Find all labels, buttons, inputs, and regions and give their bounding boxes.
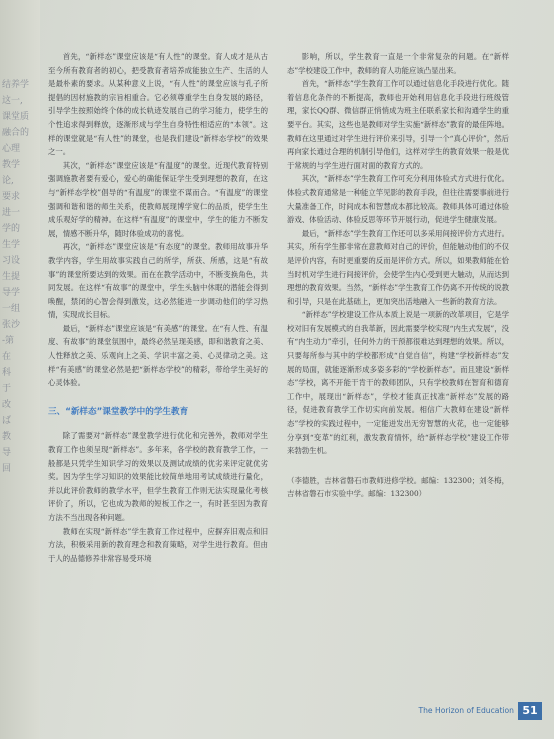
gutter-fragment: 教: [2, 432, 12, 442]
journal-title: The Horizon of Education: [418, 706, 514, 715]
gutter-fragment: 生提: [2, 272, 21, 282]
gutter-fragment: 于: [2, 384, 12, 394]
paragraph: 影响，所以，学生教育一直是一个非常复杂的问题。在“新样态”学校建设工作中，教师的育人功能应该凸显出来。: [287, 52, 509, 75]
gutter-fragment: 融合的: [2, 128, 30, 138]
paragraph: 教师在实现“新样态”学生教育工作过程中，应摒弃旧观点和旧方法，积极采用新的教育理念和教育策略，对学生进行教育。但由于人的品德修养非常容易受环境: [48, 526, 268, 563]
gutter-fragment: ば: [2, 416, 12, 426]
gutter-fragment: 一组: [2, 304, 21, 314]
paragraph: “新样态”学校建设工作从本质上说是一项新的改革项目，它是学校对旧有发展模式的自我革新，因此需要学校实现“内生式发展”，没有“内生动力”牵引，任何外力的干预都很难达到理想的效果。所以，只要每所参与其中的学校都形成“自觉自信”，构建“学校新样态”发展的局面，就能逐渐形成多姿多彩的“学校新样态”。而且建设“新样态”学校，离不开能干肯干的教师团队，只有学校教师在智育和德育工作中，展现出“新样态”，学校才能真正找准“新样态”发展的路径，促进教育教学工作切实向前发展。相信广大教师在建设“新样态”学校的实践过程中，一定能迸发出无穷智慧的火花，也一定能够分享到“变革”的红利，激发教育情怀，给“新样态学校”建设工作带来勃勃生机。: [287, 310, 509, 456]
paragraph: 最后，“新样态”学生教育工作还可以多采用间接评价方式进行。其实，所有学生都非常在意教师对自己的评价，但能触动他们的不仅是评价内容，有时更重要的反而是评价方式。所以，如果教师能在恰当时机对学生进行间接评价，会使学生内心受到更大触动，从而达到理想的教育效果。当然，“新样态”学生教育工作仍离不开传统的说教和引导，只是在此基础上，更加突出活地融入一些新的教育方法。: [287, 228, 509, 306]
paragraph: 再次，“新样态”课堂应该是“有态度”的课堂。教师用故事升华教学内容，学生用故事实践自己的所学，所获、所感，这是“有故事”的课堂所要达到的效果。而在在教学活动中，不断变换角色，共同发展。在这样“有故事”的课堂中，学生头脑中休眠的潜能会得到唤醒，禁闭的心智会得到激发，这必然能进一步调动他们的学习热情，实现成长目标。: [48, 242, 268, 320]
gutter-fragment: 科: [2, 368, 12, 378]
gutter-fragment: 习设: [2, 256, 21, 266]
gutter-fragment: 这一,: [2, 96, 23, 106]
gutter-fragment: 张沙: [2, 320, 21, 330]
paragraph: 除了需要对“新样态”课堂教学进行优化和完善外，教师对学生教育工作也须呈现“新样态”。多年来，各学校的教育教学工作，一般都是只凭学生知识学习的效果以及测试成绩的优劣来评定就优劣奖。因为学生学习知识的效果能比较简单地用考试成绩进行量化，并以此评价教师的教学水平，但学生教育工作则无法实现量化考核评价了，所以，它也成为教师的短板工作之一，有时甚至因为教育方法不当出现各种问题。: [48, 431, 268, 522]
page-number: 51: [518, 702, 542, 720]
gutter-fragment: 进一: [2, 208, 21, 218]
gutter-fragment: 生学: [2, 240, 21, 250]
gutter-fragment: 课堂质: [2, 112, 30, 122]
gutter-fragment: 导: [2, 448, 12, 458]
left-column: [48, 50, 268, 565]
paragraph: 其次，“新样态”学生教育工作可充分利用体验式方式进行优化。体验式教育通常是一种能立竿见影的教育手段，但往往需要事前进行大量准备工作，时间成本和智慧成本都比较高。教师具体可通过体验游戏、体验活动、体验反思等环节开展行动，促进学生健康发展。: [287, 174, 509, 225]
gutter-fragment: 要求: [2, 192, 21, 202]
paragraph: 首先，“新样态”学生教育工作可以通过信息化手段进行优化。随着信息化条件的不断提高，教师也开始利用信息化手段进行班级管理，家长QQ群、微信群正悄悄成为班主任联系家长和沟通学生的重要平台。其实，这些也是教师对学生实施“新样态”教育的最佳阵地。教师在这里通过对学生进行评价来引导，引导一个“真心评价”，然后再向家长通过合理的机制引导他们，这样对学生的教育效果一般是优于常规的与学生进行面对面的教育方式的。: [287, 79, 509, 170]
author-note: （李德胜，吉林省磐石市教师进修学校。邮编：132300；刘冬梅，吉林省磐石市实验中学。邮编：132300）: [287, 475, 509, 499]
gutter-fragment: 导学: [2, 288, 21, 298]
gutter-bleed-text: [0, 0, 34, 480]
gutter-fragment: 结养学: [2, 80, 30, 90]
page-footer: [0, 702, 554, 724]
right-column: [287, 50, 509, 501]
gutter-fragment: 改: [2, 400, 12, 410]
gutter-fragment: 心理: [2, 144, 21, 154]
paragraph: 最后，“新样态”课堂应该是“有美感”的课堂。在“有人性、有温度、有故事”的课堂氛围中，最终必然呈现美感，即和谐教育之美、人性释放之美、乐观向上之美、学识丰富之美、心灵律动之美。这样“有美感”的课堂必然是把“新样态学校”的精彩，带给学生美好的心灵体验。: [48, 323, 268, 388]
section-heading: 三、“新样态”课堂教学中的学生教育: [48, 406, 189, 417]
gutter-fragment: 回: [2, 464, 12, 474]
paragraph: 首先，“新样态”课堂应该是“有人性”的课堂。育人成才是从古至今所有教育者的初心，把受教育者培养成能独立生产、生活的人是最朴素的要求。从某种意义上说，“有人性”的课堂应该与孔子所提倡的因材施教的宗旨相重合。它必须尊重学生自身发展的路径，引导学生按照始终个体的成长轨迹发展自己的学习能力，使学生的个性追求得到释放，逐渐形成与学生自身特性相适应的“本领”。这样的课堂就是“有人性”的课堂，也是我们建设“新样态学校”的效果之一。: [48, 52, 268, 157]
gutter-fragment: 教学: [2, 160, 21, 170]
gutter-fragment: 在: [2, 352, 12, 362]
gutter-fragment: 论,: [2, 176, 14, 186]
paragraph: 其次，“新样态”课堂应该是“有温度”的课堂。近现代教育特别强调施教者要有爱心，爱心的确能保证学生受到理想的教育，在这与“新样态学校”倡导的“有温度”的课堂不谋而合。“有温度”的课堂强调和谐和谐的师生关系，使教师展现博学宽仁的品质，使学生生成乐观好学的精神。在这样“有温度”的课堂中，学生的能力不断发展，情感不断升华，随时体验成功的喜悦。: [48, 160, 268, 238]
gutter-fragment: -第: [2, 336, 15, 346]
gutter-fragment: 学的: [2, 224, 21, 234]
